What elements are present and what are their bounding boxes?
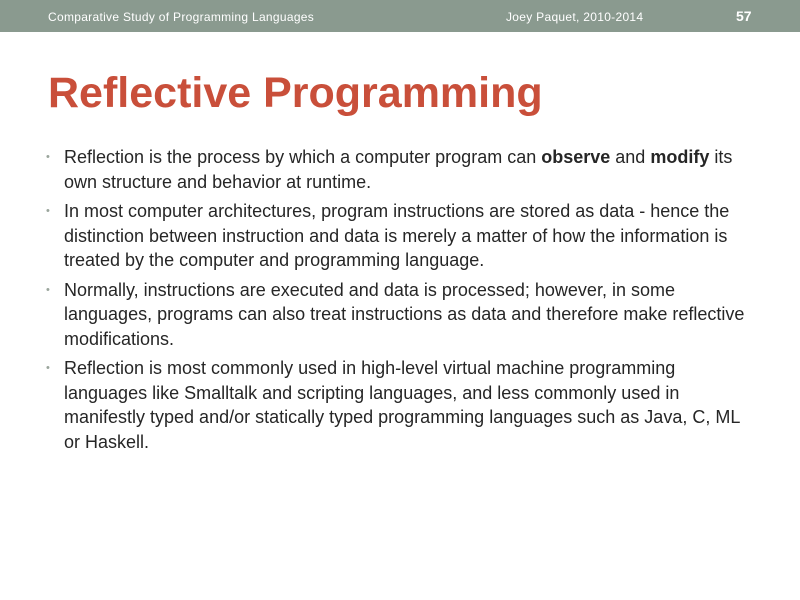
bullet-text: Normally, instructions are executed and data is processed; however, in some languages, programs can also treat instructions as data and therefore make reflective modifications.	[64, 279, 745, 349]
bullet-item	[46, 278, 746, 352]
slide-number: 57	[736, 8, 752, 24]
bullet-text: Reflection is most commonly used in high-level virtual machine programming languages like Smalltalk and scripting languages, and less commonly used in manifestly typed and/or statically typed programming languages such as Java, C, ML or Haskell.	[64, 358, 740, 452]
bullet-text-part: its own structure and behavior at runtime.	[64, 147, 733, 192]
author-credit: Joey Paquet, 2010-2014	[506, 10, 644, 24]
bullet-text-part: Reflection is the process by which a computer program can	[64, 147, 542, 167]
bullet-dot-icon: •	[46, 283, 50, 296]
bullet-list	[46, 145, 746, 459]
slide-title: Reflective Programming	[48, 69, 543, 117]
slide-header-bar	[0, 0, 800, 32]
bullet-item	[46, 145, 746, 194]
course-title: Comparative Study of Programming Languages	[48, 10, 315, 24]
bullet-text-emphasis: modify	[650, 147, 710, 167]
bullet-dot-icon: •	[46, 151, 50, 163]
bullet-text-part: and	[610, 147, 651, 167]
bullet-dot-icon: •	[46, 362, 50, 374]
bullet-text: In most computer architectures, program instructions are stored as data - hence the distinction between instruction and data is merely a matter of how the information is treated by the computer and programming language.	[64, 201, 730, 270]
bullet-text	[64, 147, 732, 192]
bullet-text-emphasis: observe	[541, 147, 611, 167]
bullet-dot-icon: •	[46, 205, 50, 217]
bullet-item	[46, 199, 746, 273]
bullet-item	[46, 356, 746, 454]
